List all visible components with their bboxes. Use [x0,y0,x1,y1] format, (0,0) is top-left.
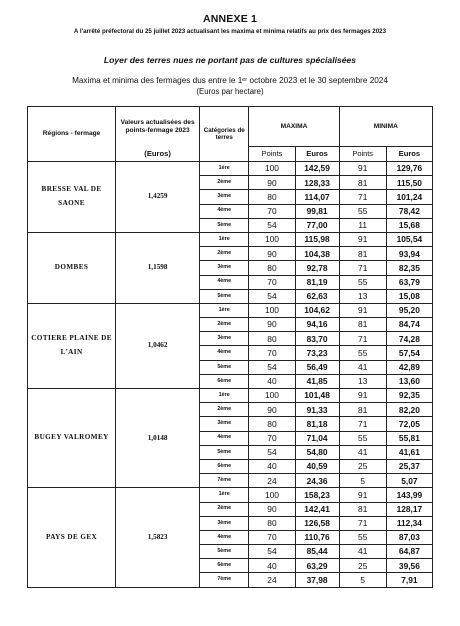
land-category: 6ème [200,459,249,473]
column-header-minima: MINIMA [339,107,432,147]
region-name: PAYS DE GEX [28,488,116,587]
minima-euros: 84,74 [386,318,432,332]
region-point-value: 1,5823 [116,488,200,587]
table-row [28,389,433,403]
values-unit-label: (Euros) [116,147,200,162]
minima-euros: 15,08 [386,289,432,303]
land-category: 5ème [200,445,249,459]
maxima-euros: 81,18 [295,417,339,431]
table-unit: (Euros par hectare) [196,87,264,96]
maxima-points: 90 [249,403,295,417]
maxima-points: 80 [249,332,295,346]
fermage-table [27,106,433,588]
maxima-euros: 115,98 [295,232,339,246]
maxima-points: 100 [249,303,295,317]
annex-subtitle: A l'arrêté préfectoral du 25 juillet 2023 actualisant les maxima et minima relatifs au prix des fermages 2023 [73,28,387,35]
land-category: 5ème [200,545,249,559]
minima-euros: 7,91 [386,573,432,587]
land-category: 6ème [200,374,249,388]
minima-euros: 64,87 [386,545,432,559]
minima-euros: 115,50 [386,176,432,190]
minima-points: 91 [339,162,386,176]
land-category: 1ère [200,303,249,317]
maxima-points: 40 [249,459,295,473]
minima-points: 91 [339,232,386,246]
maxima-points: 54 [249,289,295,303]
maxima-points: 54 [249,360,295,374]
maxima-euros: 77,00 [295,218,339,232]
minima-points: 13 [339,289,386,303]
maxima-euros: 41,85 [295,374,339,388]
minima-points: 91 [339,303,386,317]
land-category: 4ème [200,530,249,544]
minima-euros: 128,17 [386,502,432,516]
land-category: 3ème [200,190,249,204]
maxima-euros: 24,36 [295,474,339,488]
minima-points-header: Points [339,147,386,162]
maxima-euros: 110,76 [295,530,339,544]
minima-euros: 143,99 [386,488,432,502]
column-header-maxima: MAXIMA [249,107,339,147]
maxima-points: 54 [249,545,295,559]
minima-euros: 41,61 [386,445,432,459]
maxima-points: 90 [249,176,295,190]
maxima-euros: 142,59 [295,162,339,176]
minima-euros: 93,94 [386,247,432,261]
region-point-value: 1,0148 [116,389,200,488]
section-title: Loyer des terres nues ne portant pas de cultures spécialisées [103,55,357,65]
maxima-points: 54 [249,445,295,459]
minima-points: 91 [339,488,386,502]
maxima-points: 80 [249,516,295,530]
land-category: 2ème [200,403,249,417]
minima-euros: 82,20 [386,403,432,417]
maxima-points: 70 [249,530,295,544]
maxima-points: 100 [249,162,295,176]
land-category: 3ème [200,516,249,530]
land-category: 1ère [200,488,249,502]
minima-euros: 87,03 [386,530,432,544]
minima-points: 55 [339,204,386,218]
land-category: 3ème [200,332,249,346]
maxima-points: 100 [249,389,295,403]
maxima-points: 90 [249,318,295,332]
land-category: 1ère [200,162,249,176]
minima-euros: 55,81 [386,431,432,445]
maxima-points: 54 [249,218,295,232]
maxima-euros: 40,59 [295,459,339,473]
maxima-points: 70 [249,204,295,218]
maxima-euros: 54,80 [295,445,339,459]
land-category: 4ème [200,204,249,218]
minima-euros: 129,76 [386,162,432,176]
maxima-euros: 63,29 [295,559,339,573]
maxima-euros: 101,48 [295,389,339,403]
land-category: 3ème [200,417,249,431]
maxima-points: 90 [249,502,295,516]
maxima-euros: 71,04 [295,431,339,445]
region-name: DOMBES [28,232,116,303]
maxima-euros: 104,62 [295,303,339,317]
minima-euros: 25,37 [386,459,432,473]
minima-euros: 105,54 [386,232,432,246]
maxima-euros: 91,33 [295,403,339,417]
land-category: 4ème [200,275,249,289]
maxima-euros: 142,41 [295,502,339,516]
region-point-value: 1,1598 [116,232,200,303]
land-category: 2ème [200,247,249,261]
minima-points: 81 [339,502,386,516]
minima-euros: 15,68 [386,218,432,232]
maxima-points: 80 [249,417,295,431]
maxima-points: 100 [249,488,295,502]
minima-points: 71 [339,417,386,431]
maxima-euros: 92,78 [295,261,339,275]
annex-title: ANNEXE 1 [202,13,258,25]
land-category: 5ème [200,289,249,303]
minima-euros: 74,28 [386,332,432,346]
maxima-euros: 126,58 [295,516,339,530]
minima-points: 81 [339,247,386,261]
minima-euros: 42,89 [386,360,432,374]
maxima-euros: 73,23 [295,346,339,360]
minima-points: 41 [339,360,386,374]
maxima-euros: 158,23 [295,488,339,502]
land-category: 1ère [200,232,249,246]
land-category: 5ème [200,360,249,374]
maxima-euros: 114,07 [295,190,339,204]
minima-points: 81 [339,403,386,417]
land-category: 6ème [200,559,249,573]
minima-points: 5 [339,573,386,587]
table-row [28,488,433,502]
minima-points: 71 [339,261,386,275]
table-description: Maxima et minima des fermages dus entre le 1ᵉʳ octobre 2023 et le 30 septembre 2024 [72,76,388,85]
column-header-region: Régions - fermage [28,107,116,162]
maxima-points-header: Points [249,147,295,162]
land-category: 2ème [200,318,249,332]
minima-points: 55 [339,431,386,445]
table-row [28,162,433,176]
maxima-euros: 37,98 [295,573,339,587]
region-point-value: 1,0462 [116,303,200,388]
minima-points: 55 [339,346,386,360]
maxima-euros: 94,16 [295,318,339,332]
minima-euros: 72,05 [386,417,432,431]
land-category: 1ère [200,389,249,403]
minima-points: 55 [339,275,386,289]
minima-points: 41 [339,445,386,459]
minima-points: 13 [339,374,386,388]
maxima-euros: 56,49 [295,360,339,374]
minima-points: 5 [339,474,386,488]
maxima-points: 80 [249,261,295,275]
maxima-euros: 128,33 [295,176,339,190]
minima-points: 71 [339,516,386,530]
minima-euros: 78,42 [386,204,432,218]
land-category: 4ème [200,346,249,360]
maxima-points: 70 [249,431,295,445]
minima-points: 25 [339,459,386,473]
column-header-values: Valeurs actualisées des points-fermage 2023 [116,107,200,147]
maxima-points: 70 [249,346,295,360]
maxima-euros-header: Euros [295,147,339,162]
maxima-points: 24 [249,474,295,488]
minima-points: 71 [339,332,386,346]
maxima-euros: 83,70 [295,332,339,346]
minima-euros: 101,24 [386,190,432,204]
maxima-points: 100 [249,232,295,246]
minima-points: 91 [339,389,386,403]
minima-points: 25 [339,559,386,573]
maxima-euros: 104,38 [295,247,339,261]
minima-euros-header: Euros [386,147,432,162]
minima-euros: 13,60 [386,374,432,388]
minima-euros: 95,20 [386,303,432,317]
maxima-euros: 85,44 [295,545,339,559]
minima-euros: 5,07 [386,474,432,488]
maxima-points: 40 [249,559,295,573]
region-name: COTIERE PLAINE DE L'AIN [28,303,116,388]
maxima-points: 80 [249,190,295,204]
minima-euros: 63,79 [386,275,432,289]
region-point-value: 1,4259 [116,162,200,233]
maxima-points: 90 [249,247,295,261]
minima-euros: 39,56 [386,559,432,573]
land-category: 2ème [200,176,249,190]
land-category: 3ème [200,261,249,275]
land-category: 2ème [200,502,249,516]
table-row [28,232,433,246]
maxima-points: 24 [249,573,295,587]
minima-euros: 57,54 [386,346,432,360]
land-category: 7ème [200,474,249,488]
minima-points: 11 [339,218,386,232]
maxima-points: 40 [249,374,295,388]
maxima-euros: 99,81 [295,204,339,218]
minima-points: 55 [339,530,386,544]
minima-euros: 92,35 [386,389,432,403]
column-header-categories: Catégories de terres [200,107,249,162]
minima-euros: 82,35 [386,261,432,275]
maxima-points: 70 [249,275,295,289]
minima-euros: 112,34 [386,516,432,530]
minima-points: 81 [339,176,386,190]
region-name: BUGEY VALROMEY [28,389,116,488]
region-name: BRESSE VAL DE SAONE [28,162,116,233]
table-row [28,303,433,317]
land-category: 4ème [200,431,249,445]
minima-points: 41 [339,545,386,559]
land-category: 5ème [200,218,249,232]
maxima-euros: 62,63 [295,289,339,303]
minima-points: 81 [339,318,386,332]
minima-points: 71 [339,190,386,204]
land-category: 7ème [200,573,249,587]
maxima-euros: 81,19 [295,275,339,289]
